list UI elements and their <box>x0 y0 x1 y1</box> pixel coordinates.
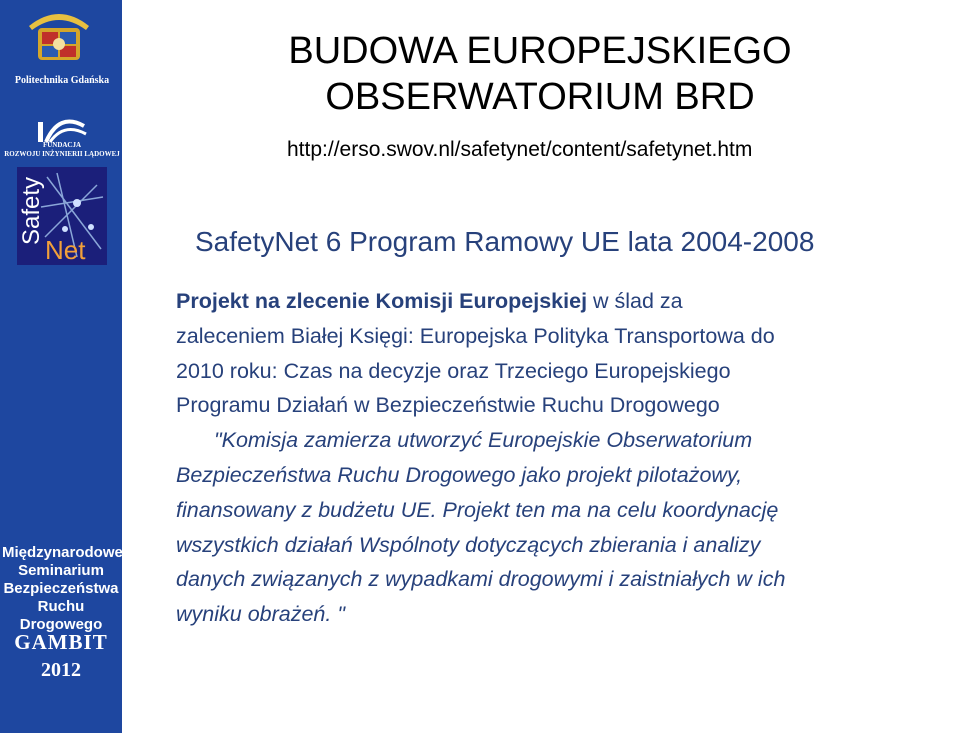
event-name: GAMBIT <box>14 630 108 654</box>
foundation-name: FUNDACJA ROZWOJU INŻYNIERII LĄDOWEJ <box>4 141 120 158</box>
body-line: Programu Działań w Bezpieczeństwie Ruchu Drogowego <box>176 393 720 418</box>
university-crest-icon <box>24 6 94 64</box>
safety-word: Safety <box>18 176 45 245</box>
body-text <box>176 284 946 632</box>
quote-line: Bezpieczeństwa Ruchu Drogowego jako projekt pilotażowy, <box>176 462 743 487</box>
slide-title: BUDOWA EUROPEJSKIEGO OBSERWATORIUM BRD <box>288 30 792 118</box>
seminar-title: Międzynarodowe Seminarium Bezpieczeństwa Ruchu Drogowego <box>2 544 123 633</box>
quote-line: finansowany z budżetu UE. Projekt ten ma na celu koordynację <box>176 497 779 522</box>
quote-line: wszystkich działań Wspólnoty dotyczących zbierania i analizy <box>176 532 761 557</box>
body-line: zaleceniem Białej Księgi: Europejska Polityka Transportowa do <box>176 323 775 348</box>
net-word: Net <box>45 235 86 265</box>
safetynet-logo <box>17 167 107 265</box>
quote-line: "Komisja zamierza utworzyć Europejskie Obserwatorium <box>214 428 753 453</box>
slide-subtitle: SafetyNet 6 Program Ramowy UE lata 2004-2008 <box>195 226 815 257</box>
university-name: Politechnika Gdańska <box>14 75 110 86</box>
quote-line: wyniku obrażeń. " <box>176 602 345 627</box>
quote-line: danych związanych z wypadkami drogowymi i zaistniałych w ich <box>176 567 786 592</box>
event-year: 2012 <box>41 659 81 681</box>
sidebar <box>0 0 122 733</box>
source-url: http://erso.swov.nl/safetynet/content/safetynet.htm <box>287 138 753 161</box>
body-line: 2010 roku: Czas na decyzje oraz Trzeciego Europejskiego <box>176 358 731 383</box>
body-line: Projekt na zlecenie Komisji Europejskiej w ślad za <box>176 289 683 313</box>
